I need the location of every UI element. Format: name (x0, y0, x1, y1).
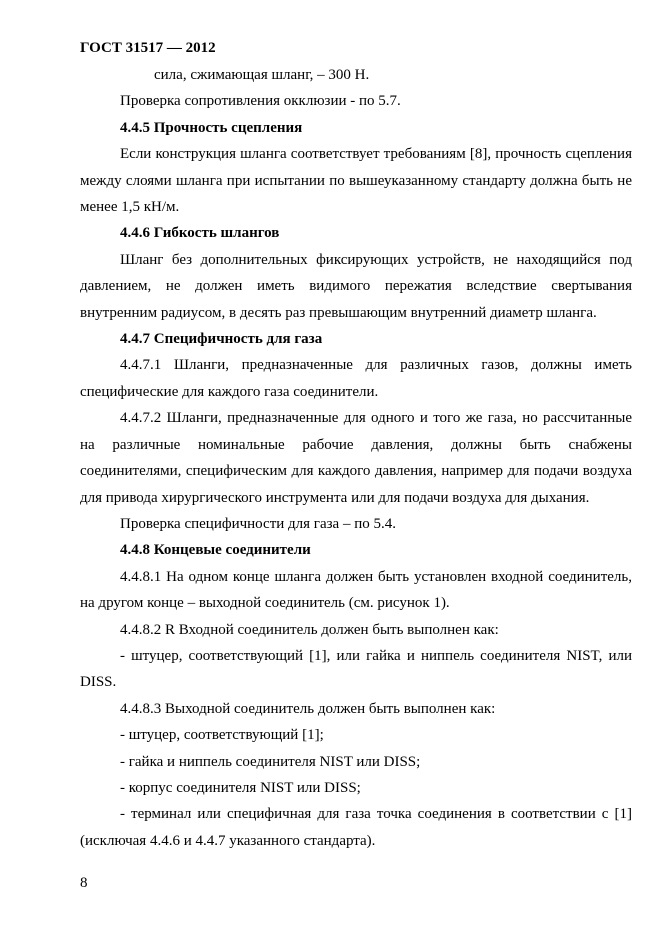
list-item: - корпус соединителя NIST или DISS; (120, 779, 361, 796)
section-heading: 4.4.6 Гибкость шлангов (120, 225, 280, 242)
paragraph: сила, сжимающая шланг, – 300 Н. (154, 67, 370, 83)
paragraph: 4.4.7.2 Шланги, предназначенные для одного и того же газа, но рассчитанные на различные номинальные рабочие давления, должны быть снабжены соединителями, специфическим для каждого давления, например для подачи воздуха для привода хирургического инструмента или для подачи воздуха для дыхания. (80, 410, 632, 506)
section-heading: 4.4.7 Специфичность для газа (120, 331, 323, 348)
paragraph: Если конструкция шланга соответствует требованиям [8], прочность сцепления между слоями шланга при испытании по вышеуказанному стандарту должна быть не менее 1,5 кН/м. (80, 146, 632, 216)
document-body (80, 62, 632, 854)
paragraph: Шланг без дополнительных фиксирующих устройств, не находящийся под давлением, не должен иметь видимого пережатия вследствие свертывания внутренним радиусом, в десять раз превышающим внутренний диаметр шланга. (80, 251, 632, 321)
section-heading: 4.4.8 Концевые соединители (120, 542, 311, 559)
page-number: 8 (80, 875, 88, 891)
list-item: - гайка и ниппель соединителя NIST или DISS; (120, 753, 421, 770)
document-header: ГОСТ 31517 — 2012 (80, 40, 216, 56)
paragraph: 4.4.8.3 Выходной соединитель должен быть выполнен как: (120, 700, 496, 717)
section-heading: 4.4.5 Прочность сцепления (120, 119, 303, 136)
list-item: - штуцер, соответствующий [1], или гайка и ниппель соединителя NIST, или DISS. (80, 647, 632, 691)
paragraph: Проверка специфичности для газа – по 5.4. (120, 515, 396, 532)
list-item: - штуцер, соответствующий [1]; (120, 727, 324, 744)
paragraph: Проверка сопротивления окклюзии - по 5.7. (120, 93, 401, 110)
paragraph: 4.4.8.2 R Входной соединитель должен быть выполнен как: (120, 621, 499, 638)
list-item: - терминал или специфичная для газа точка соединения в соответствии с [1] (исключая 4.4.6 и 4.4.7 указанного стандарта). (80, 806, 632, 849)
paragraph: 4.4.7.1 Шланги, предназначенные для различных газов, должны иметь специфические для каждого газа соединители. (80, 357, 632, 400)
paragraph: 4.4.8.1 На одном конце шланга должен быть установлен входной соединитель, на другом конце – выходной соединитель (см. рисунок 1). (80, 568, 632, 612)
